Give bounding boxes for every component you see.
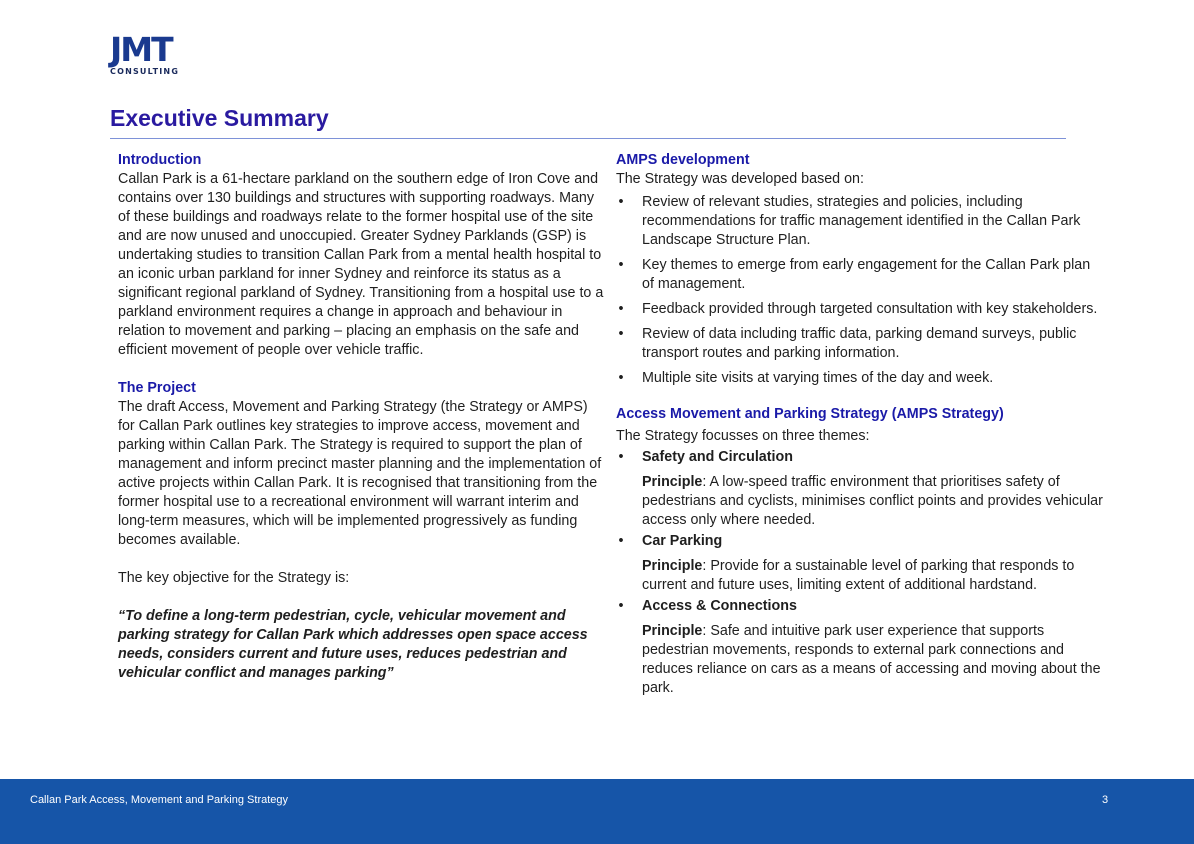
objective-intro: The key objective for the Strategy is: — [118, 570, 350, 586]
bullet-icon: • — [618, 598, 624, 614]
title-divider — [110, 138, 1066, 139]
bullet-icon: • — [618, 301, 624, 317]
principle-text: : A low-speed traffic environment that prioritises safety of pedestrians and cyclists, minimises conflict points and provides vehicular access only where needed. — [642, 474, 1103, 528]
theme-title: Car Parking — [642, 533, 723, 549]
right-column — [616, 151, 1106, 698]
principle-label: Principle — [642, 623, 703, 639]
introduction-paragraph: Callan Park is a 61-hectare parkland on the southern edge of Iron Cove and contains over 130 buildings and structures with supporting roadways. Many of these buildings and roadways relate to the former hospital use of the site and are now unused and unoccupied. Greater Sydney Parklands (GSP) is undertaking studies to transition Callan Park from a mental health hospital to an iconic urban parkland for inner Sydney and reinforce its status as a significant regional parkland of Sydney. Transitioning from a hospital use to a parkland environment requires a change in approach and behaviour in relation to movement and parking – placing an emphasis on the safe and efficient movement of people over vehicle traffic. — [118, 171, 604, 358]
principle-text: : Safe and intuitive park user experience that supports pedestrian movements, responds to external park connections and reduces reliance on cars as a means of accessing and moving about the park. — [642, 623, 1101, 696]
principle-label: Principle — [642, 558, 703, 574]
amps-strategy-intro: The Strategy focusses on three themes: — [616, 428, 870, 444]
objective-quote: “To define a long-term pedestrian, cycle, vehicular movement and parking strategy for Callan Park which addresses open space access needs, considers current and future uses, reduces pedestrian and vehicular conflict and manages parking” — [118, 608, 588, 681]
bullet-icon: • — [618, 194, 624, 210]
logo-subtext: CONSULTING — [110, 67, 180, 76]
bullet-icon: • — [618, 326, 624, 342]
project-heading: The Project — [118, 380, 196, 396]
theme-title: Safety and Circulation — [642, 449, 793, 465]
list-item — [616, 256, 1106, 294]
page-title: Executive Summary — [110, 105, 329, 131]
bullet-icon: • — [618, 370, 624, 386]
list-item-text: Feedback provided through targeted consultation with key stakeholders. — [642, 301, 1098, 317]
bullet-icon: • — [618, 533, 624, 549]
bullet-icon: • — [618, 257, 624, 273]
amps-development-intro: The Strategy was developed based on: — [616, 171, 864, 187]
left-column — [118, 151, 606, 683]
themes-list — [616, 448, 1106, 698]
logo-wordmark: JMT — [110, 30, 172, 69]
list-item-text: Review of relevant studies, strategies and policies, including recommendations for traffic management identified in the Callan Park Landscape Structure Plan. — [642, 194, 1081, 248]
bullet-icon: • — [618, 449, 624, 465]
theme-item — [616, 597, 1106, 698]
project-paragraph: The draft Access, Movement and Parking Strategy (the Strategy or AMPS) for Callan Park outlines key strategies to improve access, movement and parking within Callan Park. The Strategy is required to support the plan of management and inform precinct master planning and the implementation of active projects within Callan Park. It is recognised that transitioning from the former hospital use to a recreational environment will warrant interim and long-term measures, which will be implemented progressively as funding becomes available. — [118, 399, 602, 548]
introduction-heading: Introduction — [118, 152, 202, 168]
list-item — [616, 369, 1106, 388]
theme-title: Access & Connections — [642, 598, 797, 614]
theme-item — [616, 532, 1106, 595]
list-item — [616, 193, 1106, 250]
list-item — [616, 300, 1106, 319]
amps-development-list — [616, 193, 1106, 388]
list-item-text: Multiple site visits at varying times of the day and week. — [642, 370, 994, 386]
footer-document-title: Callan Park Access, Movement and Parking Strategy — [30, 794, 289, 806]
theme-item — [616, 448, 1106, 530]
principle-label: Principle — [642, 474, 703, 490]
list-item-text: Key themes to emerge from early engagement for the Callan Park plan of management. — [642, 257, 1091, 292]
page-footer — [0, 779, 1194, 844]
principle-text: : Provide for a sustainable level of parking that responds to current and future uses, limiting extent of additional hardstand. — [642, 558, 1075, 593]
amps-strategy-heading: Access Movement and Parking Strategy (AMPS Strategy) — [616, 406, 1004, 422]
list-item — [616, 325, 1106, 363]
list-item-text: Review of data including traffic data, parking demand surveys, public transport routes and parking information. — [642, 326, 1077, 361]
page-number: 3 — [1102, 794, 1109, 806]
company-logo — [110, 30, 194, 80]
amps-development-heading: AMPS development — [616, 152, 750, 168]
